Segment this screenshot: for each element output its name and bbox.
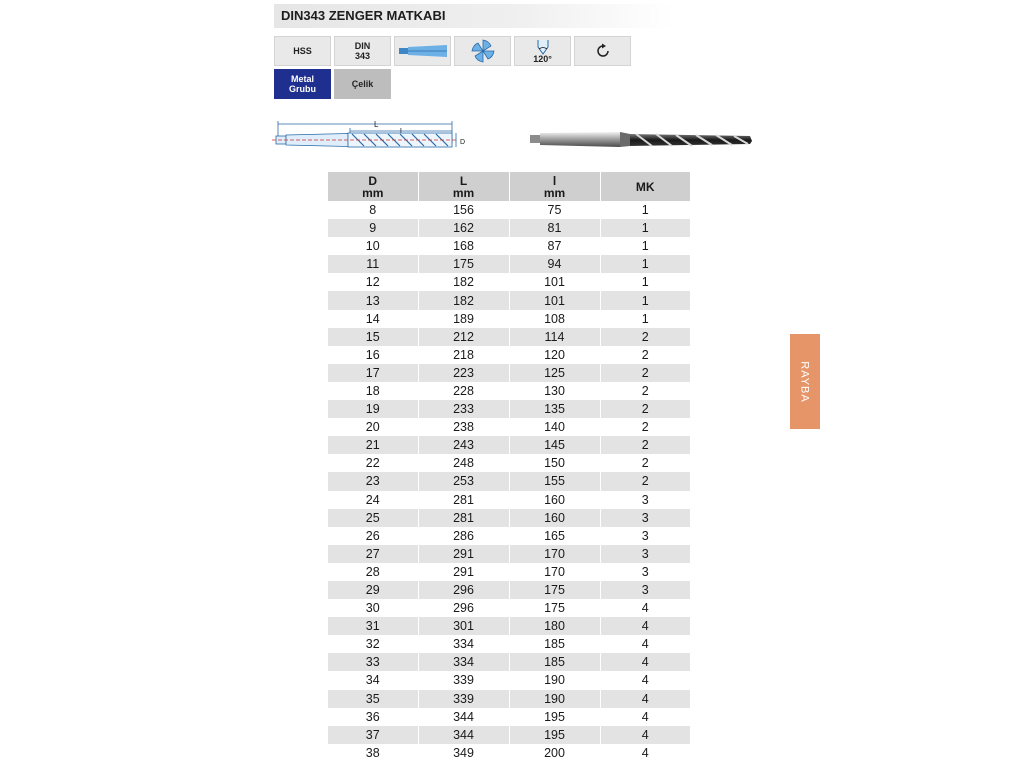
- cell-diameter: 36: [328, 708, 418, 726]
- cell-flute-length: 190: [509, 671, 600, 689]
- table-row: [328, 291, 690, 309]
- title-bar: [274, 4, 674, 28]
- cell-total-length: 182: [418, 291, 509, 309]
- table-row: [328, 273, 690, 291]
- table-row: [328, 726, 690, 744]
- cell-flute-length: 195: [509, 726, 600, 744]
- cell-flute-length: 165: [509, 527, 600, 545]
- cell-flute-length: 175: [509, 581, 600, 599]
- cell-total-length: 162: [418, 219, 509, 237]
- standard-label-line2: 343: [354, 51, 371, 61]
- cell-diameter: 22: [328, 454, 418, 472]
- cell-morse-taper: 3: [600, 581, 690, 599]
- cell-morse-taper: 4: [600, 635, 690, 653]
- metal-group-label: [289, 74, 316, 94]
- shank-type-badge: [394, 36, 451, 66]
- header-diameter: D mm: [328, 172, 418, 201]
- cell-flute-length: 101: [509, 273, 600, 291]
- cell-total-length: 344: [418, 726, 509, 744]
- diagram-label-l: l: [400, 127, 402, 136]
- page-title: DIN343 ZENGER MATKABI: [281, 8, 446, 23]
- cell-total-length: 296: [418, 581, 509, 599]
- header-flute-length: l mm: [509, 172, 600, 201]
- table-row: [328, 418, 690, 436]
- cell-flute-length: 150: [509, 454, 600, 472]
- cell-total-length: 291: [418, 563, 509, 581]
- cell-diameter: 28: [328, 563, 418, 581]
- cell-total-length: 212: [418, 328, 509, 346]
- taper-shank-icon: [397, 41, 449, 61]
- cell-diameter: 9: [328, 219, 418, 237]
- header-total-length: L mm: [418, 172, 509, 201]
- cell-diameter: 38: [328, 744, 418, 762]
- table-row: [328, 744, 690, 762]
- cell-diameter: 12: [328, 273, 418, 291]
- header-morse-taper: MK: [600, 172, 690, 201]
- table-row: [328, 310, 690, 328]
- cell-morse-taper: 1: [600, 219, 690, 237]
- table-row: [328, 545, 690, 563]
- cell-morse-taper: 2: [600, 346, 690, 364]
- cell-morse-taper: 2: [600, 400, 690, 418]
- cell-flute-length: 140: [509, 418, 600, 436]
- table-row: [328, 472, 690, 490]
- cell-diameter: 13: [328, 291, 418, 309]
- cell-diameter: 21: [328, 436, 418, 454]
- dimensions-table: [328, 172, 690, 762]
- cell-morse-taper: 3: [600, 509, 690, 527]
- cell-diameter: 15: [328, 328, 418, 346]
- cell-diameter: 34: [328, 671, 418, 689]
- cell-flute-length: 190: [509, 690, 600, 708]
- table-row: [328, 255, 690, 273]
- table-row: [328, 219, 690, 237]
- diagram-label-L: L: [374, 120, 379, 129]
- table-row: [328, 599, 690, 617]
- cell-diameter: 10: [328, 237, 418, 255]
- cell-total-length: 349: [418, 744, 509, 762]
- point-angle-label: 120°: [533, 53, 552, 64]
- metal-group-line2: Grubu: [289, 84, 316, 94]
- table-row: [328, 454, 690, 472]
- material-label: HSS: [293, 46, 312, 56]
- table-row: [328, 509, 690, 527]
- cell-total-length: 296: [418, 599, 509, 617]
- diagram-label-D: D: [460, 139, 466, 146]
- cell-flute-length: 108: [509, 310, 600, 328]
- cell-morse-taper: 4: [600, 708, 690, 726]
- cell-flute-length: 170: [509, 563, 600, 581]
- cell-diameter: 25: [328, 509, 418, 527]
- table-row: [328, 653, 690, 671]
- cell-morse-taper: 4: [600, 617, 690, 635]
- cell-total-length: 281: [418, 491, 509, 509]
- cell-flute-length: 81: [509, 219, 600, 237]
- cell-morse-taper: 4: [600, 744, 690, 762]
- rayba-side-tab[interactable]: [790, 334, 820, 429]
- cell-flute-length: 185: [509, 653, 600, 671]
- cell-flute-length: 94: [509, 255, 600, 273]
- cell-total-length: 301: [418, 617, 509, 635]
- cell-total-length: 334: [418, 635, 509, 653]
- drill-product-image: [528, 126, 754, 154]
- table-row: [328, 671, 690, 689]
- table-row: [328, 201, 690, 219]
- cell-diameter: 16: [328, 346, 418, 364]
- cell-flute-length: 155: [509, 472, 600, 490]
- cell-diameter: 37: [328, 726, 418, 744]
- cell-diameter: 27: [328, 545, 418, 563]
- table-row: [328, 581, 690, 599]
- table-row: [328, 617, 690, 635]
- cell-total-length: 339: [418, 690, 509, 708]
- cell-morse-taper: 3: [600, 545, 690, 563]
- cell-morse-taper: 4: [600, 671, 690, 689]
- side-tab-label: RAYBA: [799, 360, 812, 403]
- cell-morse-taper: 2: [600, 418, 690, 436]
- cell-total-length: 243: [418, 436, 509, 454]
- table-row: [328, 346, 690, 364]
- table-row: [328, 328, 690, 346]
- table-row: [328, 436, 690, 454]
- cell-flute-length: 145: [509, 436, 600, 454]
- cell-morse-taper: 4: [600, 599, 690, 617]
- table-row: [328, 364, 690, 382]
- table-row: [328, 400, 690, 418]
- point-angle-icon: [533, 39, 553, 55]
- cell-morse-taper: 3: [600, 491, 690, 509]
- cell-diameter: 31: [328, 617, 418, 635]
- cell-total-length: 334: [418, 653, 509, 671]
- cell-flute-length: 170: [509, 545, 600, 563]
- material-badge: [274, 36, 331, 66]
- cell-morse-taper: 2: [600, 382, 690, 400]
- metal-group-value: Çelik: [351, 79, 374, 89]
- cell-morse-taper: 1: [600, 237, 690, 255]
- cell-morse-taper: 2: [600, 436, 690, 454]
- cell-total-length: 168: [418, 237, 509, 255]
- table-row: [328, 690, 690, 708]
- cell-diameter: 14: [328, 310, 418, 328]
- table-row: [328, 382, 690, 400]
- table-row: [328, 635, 690, 653]
- cell-morse-taper: 2: [600, 328, 690, 346]
- cell-diameter: 32: [328, 635, 418, 653]
- cell-flute-length: 87: [509, 237, 600, 255]
- cell-diameter: 24: [328, 491, 418, 509]
- metal-group-line1: Metal: [290, 74, 314, 84]
- cell-diameter: 35: [328, 690, 418, 708]
- table-row: [328, 708, 690, 726]
- cell-total-length: 339: [418, 671, 509, 689]
- cell-morse-taper: 1: [600, 201, 690, 219]
- standard-badge: [334, 36, 391, 66]
- cell-total-length: 291: [418, 545, 509, 563]
- cell-total-length: 223: [418, 364, 509, 382]
- cell-morse-taper: 4: [600, 690, 690, 708]
- cell-total-length: 248: [418, 454, 509, 472]
- cell-total-length: 156: [418, 201, 509, 219]
- cell-morse-taper: 1: [600, 310, 690, 328]
- cell-flute-length: 125: [509, 364, 600, 382]
- cell-total-length: 233: [418, 400, 509, 418]
- cell-flute-length: 101: [509, 291, 600, 309]
- cross-section-badge: [454, 36, 511, 66]
- cell-morse-taper: 3: [600, 563, 690, 581]
- point-angle-badge: [514, 36, 571, 66]
- table-header-row: [328, 172, 690, 201]
- cell-total-length: 218: [418, 346, 509, 364]
- cell-morse-taper: 4: [600, 726, 690, 744]
- rotation-badge: [574, 36, 631, 66]
- cell-total-length: 182: [418, 273, 509, 291]
- cell-diameter: 30: [328, 599, 418, 617]
- cell-morse-taper: 4: [600, 653, 690, 671]
- technical-drawing: [272, 118, 470, 154]
- standard-label: [355, 41, 371, 61]
- cell-total-length: 175: [418, 255, 509, 273]
- cell-total-length: 238: [418, 418, 509, 436]
- cell-flute-length: 120: [509, 346, 600, 364]
- table-row: [328, 563, 690, 581]
- metal-group-value-box: [334, 69, 391, 99]
- cell-flute-length: 180: [509, 617, 600, 635]
- cell-flute-length: 185: [509, 635, 600, 653]
- cell-diameter: 8: [328, 201, 418, 219]
- cell-diameter: 29: [328, 581, 418, 599]
- cell-morse-taper: 1: [600, 255, 690, 273]
- cell-diameter: 20: [328, 418, 418, 436]
- cell-morse-taper: 2: [600, 454, 690, 472]
- cell-morse-taper: 2: [600, 364, 690, 382]
- cell-total-length: 344: [418, 708, 509, 726]
- cell-flute-length: 135: [509, 400, 600, 418]
- cell-morse-taper: 2: [600, 472, 690, 490]
- clockwise-rotation-icon: [595, 43, 611, 59]
- cell-diameter: 19: [328, 400, 418, 418]
- cell-diameter: 33: [328, 653, 418, 671]
- cell-total-length: 189: [418, 310, 509, 328]
- drill-cross-section-icon: [469, 38, 497, 64]
- cell-total-length: 253: [418, 472, 509, 490]
- cell-morse-taper: 1: [600, 273, 690, 291]
- cell-flute-length: 195: [509, 708, 600, 726]
- table-row: [328, 491, 690, 509]
- cell-diameter: 18: [328, 382, 418, 400]
- metal-group-label-box: [274, 69, 331, 99]
- cell-flute-length: 130: [509, 382, 600, 400]
- cell-flute-length: 160: [509, 491, 600, 509]
- cell-flute-length: 200: [509, 744, 600, 762]
- cell-total-length: 228: [418, 382, 509, 400]
- cell-flute-length: 114: [509, 328, 600, 346]
- cell-total-length: 286: [418, 527, 509, 545]
- cell-diameter: 23: [328, 472, 418, 490]
- cell-diameter: 11: [328, 255, 418, 273]
- standard-label-line1: DIN: [354, 41, 371, 51]
- table-row: [328, 527, 690, 545]
- cell-diameter: 17: [328, 364, 418, 382]
- table-row: [328, 237, 690, 255]
- cell-flute-length: 160: [509, 509, 600, 527]
- cell-morse-taper: 1: [600, 291, 690, 309]
- cell-diameter: 26: [328, 527, 418, 545]
- cell-flute-length: 175: [509, 599, 600, 617]
- cell-total-length: 281: [418, 509, 509, 527]
- cell-flute-length: 75: [509, 201, 600, 219]
- cell-morse-taper: 3: [600, 527, 690, 545]
